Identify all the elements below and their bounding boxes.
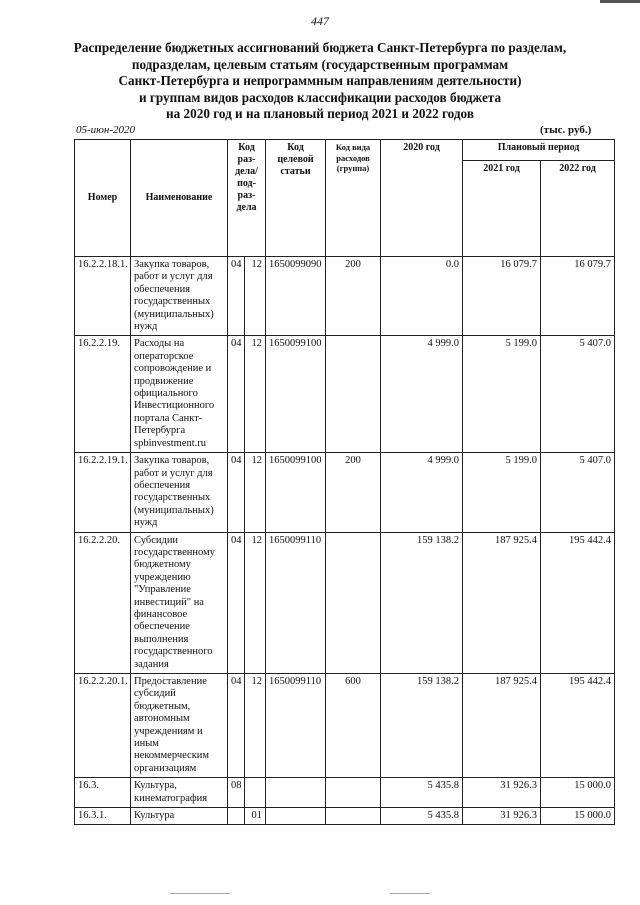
row-2021: 5 199.0 bbox=[463, 453, 541, 532]
row-2022: 195 442.4 bbox=[541, 674, 615, 778]
budget-table bbox=[74, 139, 615, 825]
row-name: Закупка товаров, работ и услуг для обеспечения государственных (муниципальных) нужд bbox=[131, 257, 228, 336]
title-line: подразделам, целевым статьям (государственным программам bbox=[131, 56, 509, 72]
row-number: 16.2.2.19.1. bbox=[75, 453, 131, 532]
row-subsection: 12 bbox=[245, 336, 266, 453]
header-planned-period: Плановый период bbox=[463, 140, 615, 161]
row-2020: 4 999.0 bbox=[381, 336, 463, 453]
document-date: 05-июн-2020 bbox=[76, 124, 136, 136]
row-type: 600 bbox=[326, 674, 381, 778]
row-2021: 5 199.0 bbox=[463, 336, 541, 453]
row-2022: 15 000.0 bbox=[541, 778, 615, 808]
row-name: Культура bbox=[131, 808, 228, 825]
row-subsection: 12 bbox=[245, 257, 266, 336]
row-2021: 31 926.3 bbox=[463, 808, 541, 825]
row-section: 08 bbox=[228, 778, 245, 808]
row-number: 16.2.2.20.1. bbox=[75, 674, 131, 778]
title-line: Распределение бюджетных ассигнований бюджета Санкт-Петербурга по разделам, bbox=[73, 40, 567, 55]
row-2021: 187 925.4 bbox=[463, 674, 541, 778]
row-number: 16.2.2.18.1. bbox=[75, 257, 131, 336]
row-2022: 16 079.7 bbox=[541, 257, 615, 336]
table-row bbox=[75, 778, 615, 808]
row-2021: 16 079.7 bbox=[463, 257, 541, 336]
header-2021: 2021 год bbox=[463, 160, 541, 256]
header-number: Номер bbox=[75, 140, 131, 257]
title-line: Санкт-Петербурга и непрограммным направлениям деятельности) bbox=[118, 73, 522, 88]
row-2022: 5 407.0 bbox=[541, 453, 615, 532]
table-row bbox=[75, 257, 615, 336]
row-type bbox=[326, 778, 381, 808]
header-2020: 2020 год bbox=[381, 140, 463, 257]
row-target: 1650099110 bbox=[266, 532, 326, 673]
row-name: Предоставление субсидий бюджетным, автономным учреждениям и иным некоммерческим организациям bbox=[131, 674, 228, 778]
row-subsection: 12 bbox=[245, 532, 266, 673]
row-target: 1650099110 bbox=[266, 674, 326, 778]
row-2022: 15 000.0 bbox=[541, 808, 615, 825]
header-expense-type: Код вида расходов (группа) bbox=[326, 140, 381, 257]
table-row bbox=[75, 336, 615, 453]
row-name: Закупка товаров, работ и услуг для обеспечения государственных (муниципальных) нужд bbox=[131, 453, 228, 532]
row-2020: 5 435.8 bbox=[381, 808, 463, 825]
row-section bbox=[228, 808, 245, 825]
row-type bbox=[326, 336, 381, 453]
document-title bbox=[60, 40, 580, 123]
row-number: 16.2.2.20. bbox=[75, 532, 131, 673]
page-number: 447 bbox=[311, 14, 329, 28]
row-2020: 4 999.0 bbox=[381, 453, 463, 532]
row-section: 04 bbox=[228, 532, 245, 673]
table-row bbox=[75, 453, 615, 532]
row-type: 200 bbox=[326, 453, 381, 532]
row-number: 16.2.2.19. bbox=[75, 336, 131, 453]
row-number: 16.3. bbox=[75, 778, 131, 808]
header-2022: 2022 год bbox=[541, 160, 615, 256]
row-name: Расходы на операторское сопровождение и продвижение официального Инвестиционного портала Санкт-Петербурга spbinvestment.ru bbox=[131, 336, 228, 453]
row-target: 1650099100 bbox=[266, 336, 326, 453]
row-subsection: 12 bbox=[245, 674, 266, 778]
row-name: Культура, кинематография bbox=[131, 778, 228, 808]
row-section: 04 bbox=[228, 674, 245, 778]
header-name: Наименование bbox=[131, 140, 228, 257]
page-edge-mark bbox=[600, 0, 640, 3]
row-2020: 0.0 bbox=[381, 257, 463, 336]
row-name: Субсидии государственному бюджетному учреждению "Управление инвестиций" на финансовое обеспечение выполнения государственного задания bbox=[131, 532, 228, 673]
header-section-code: Код раз- дела/ под- раз- дела bbox=[228, 140, 266, 257]
row-2020: 159 138.2 bbox=[381, 532, 463, 673]
row-target bbox=[266, 808, 326, 825]
row-2021: 31 926.3 bbox=[463, 778, 541, 808]
row-2020: 159 138.2 bbox=[381, 674, 463, 778]
table-row bbox=[75, 674, 615, 778]
row-2022: 5 407.0 bbox=[541, 336, 615, 453]
row-section: 04 bbox=[228, 336, 245, 453]
title-line: и группам видов расходов классификации расходов бюджета bbox=[138, 89, 502, 105]
row-subsection: 12 bbox=[245, 453, 266, 532]
row-type: 200 bbox=[326, 257, 381, 336]
units-label: (тыс. руб.) bbox=[540, 124, 592, 136]
title-line: на 2020 год и на плановый период 2021 и 2022 годов bbox=[166, 106, 474, 121]
table-row bbox=[75, 532, 615, 673]
row-2021: 187 925.4 bbox=[463, 532, 541, 673]
row-2020: 5 435.8 bbox=[381, 778, 463, 808]
row-target: 1650099090 bbox=[266, 257, 326, 336]
row-target: 1650099100 bbox=[266, 453, 326, 532]
row-section: 04 bbox=[228, 453, 245, 532]
row-2022: 195 442.4 bbox=[541, 532, 615, 673]
scan-artifact bbox=[170, 893, 230, 894]
row-subsection bbox=[245, 778, 266, 808]
row-type bbox=[326, 808, 381, 825]
row-number: 16.3.1. bbox=[75, 808, 131, 825]
row-subsection: 01 bbox=[245, 808, 266, 825]
table-row bbox=[75, 808, 615, 825]
header-target-code: Код целевой статьи bbox=[266, 140, 326, 257]
scan-artifact bbox=[390, 893, 430, 894]
row-target bbox=[266, 778, 326, 808]
row-type bbox=[326, 532, 381, 673]
row-section: 04 bbox=[228, 257, 245, 336]
